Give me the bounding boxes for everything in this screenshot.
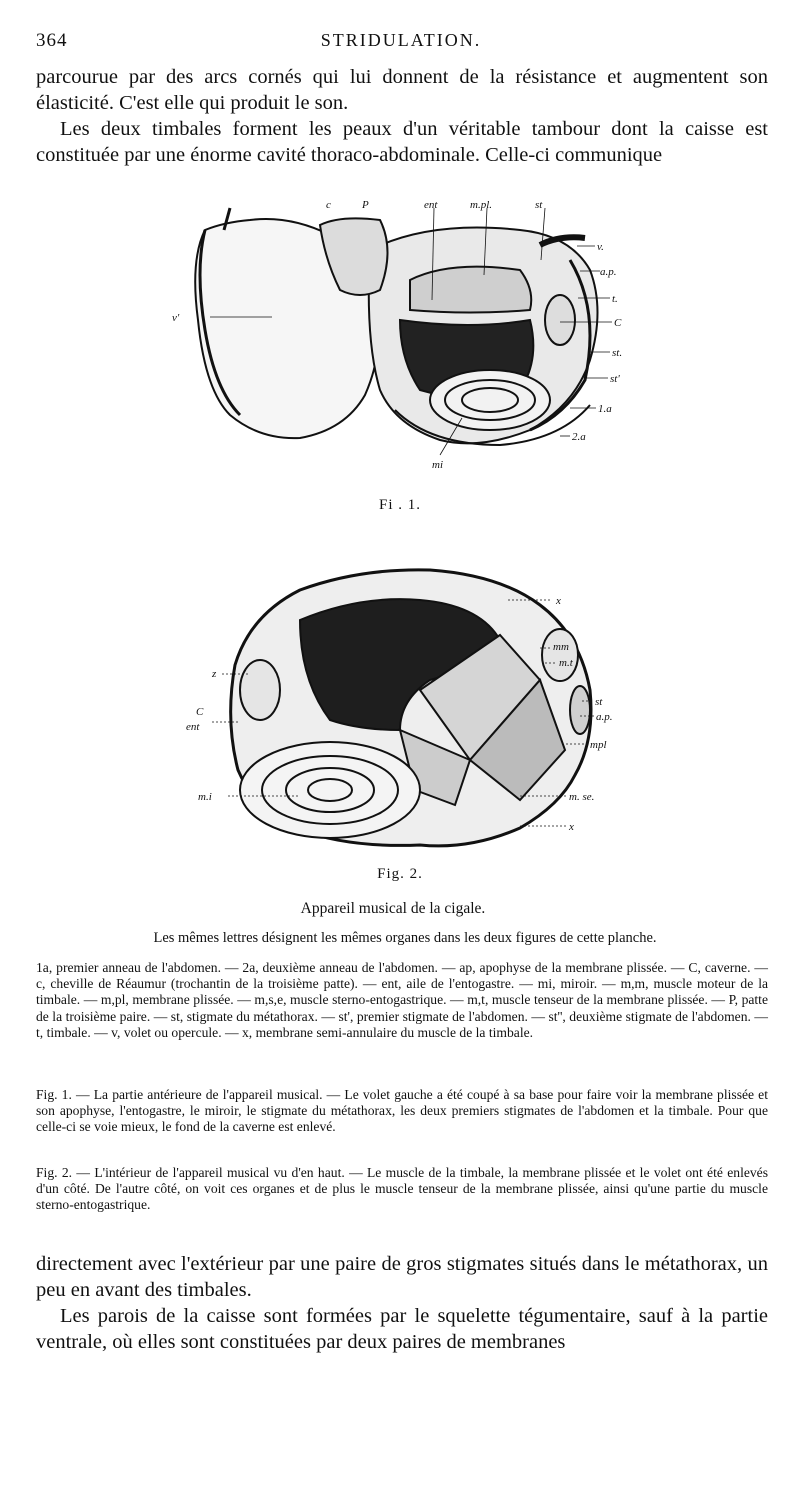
fig1-label-ent: ent xyxy=(424,199,438,211)
fig2-label-mse: m. se. xyxy=(569,791,595,803)
fig2-label-st: st xyxy=(595,696,603,708)
fig1-label-st3: st' xyxy=(610,373,620,385)
fig1-label-v: v. xyxy=(597,241,604,253)
fig2-label-ent: ent xyxy=(186,721,200,733)
fig2-label-mm: mm xyxy=(553,641,569,653)
fig2-label-x2: x xyxy=(569,821,574,833)
fig1-label-st: st xyxy=(535,199,543,211)
fig1-label-1a: 1.a xyxy=(598,403,612,415)
fig1-label-2a: 2.a xyxy=(572,431,586,443)
page-number: 364 xyxy=(36,30,68,51)
top-text-block xyxy=(36,64,768,168)
figure-1-caption: Fi . 1. xyxy=(378,497,421,513)
fig1-label-mpl: m.pl. xyxy=(470,199,492,211)
fig2-label-mpl: mpl xyxy=(590,739,607,751)
plate-note: Les mêmes lettres désignent les mêmes organes dans les deux figures de cette planche. xyxy=(153,930,657,946)
legend-figure-1 xyxy=(36,1087,768,1136)
legend-figure-2-text: Fig. 2. — L'intérieur de l'appareil musical vu d'en haut. — Le muscle de la timbale, la membrane plissée et le volet ont été enlevés d'un côté. De l'autre côté, on voit ces organes et de plus le muscle tenseur de la membrane plissée, ainsi qu'une partie du muscle sterno-entogastrique. xyxy=(36,1165,768,1213)
top-paragraph-1: parcourue par des arcs cornés qui lui donnent de la résistance et augmentent son élasticité. C'est elle qui produit le son. xyxy=(36,66,768,114)
fig1-label-mi: mi xyxy=(432,459,443,471)
fig2-label-mi: m.i xyxy=(198,791,212,803)
bottom-paragraph-2: Les parois de la caisse sont formées par le squelette tégumentaire, sauf à la partie ventrale, où elles sont constituées par deux paires de membranes xyxy=(36,1305,768,1353)
figure-1-illustration xyxy=(0,190,800,480)
fig1-label-C: C xyxy=(614,317,622,329)
plate-title: Appareil musical de la cigale. xyxy=(300,900,486,917)
figure-2-illustration xyxy=(0,560,800,865)
page-header xyxy=(36,30,766,54)
legend-figure-2 xyxy=(36,1165,768,1214)
fig2-label-mt: m.t xyxy=(559,657,573,669)
running-head: STRIDULATION. xyxy=(320,30,482,50)
fig1-label-vprime: v' xyxy=(172,312,180,324)
legend-figure-1-text: Fig. 1. — La partie antérieure de l'appareil musical. — Le volet gauche a été coupé à sa base pour faire voir la membrane plissée et son apophyse, l'entogastre, le miroir, le stigmate du métathorax, les deux premiers stigmates de l'abdomen et la timbale. Pour que celle-ci se voie mieux, le fond de la caverne est enlevé. xyxy=(36,1087,768,1135)
fig1-label-c: c xyxy=(326,199,331,211)
bottom-text-block xyxy=(36,1251,768,1355)
top-paragraph-2: Les deux timbales forment les peaux d'un véritable tambour dont la caisse est constituée par une énorme cavité thoraco-abdominale. Celle-ci communique xyxy=(36,118,768,166)
fig2-label-ap: a.p. xyxy=(596,711,613,723)
fig1-label-P: P xyxy=(362,199,369,211)
figure-2-caption: Fig. 2. xyxy=(377,866,423,882)
fig2-label-C: C xyxy=(196,706,204,718)
legend-abbreviations xyxy=(36,960,768,1041)
fig1-label-ap: a.p. xyxy=(600,266,617,278)
bottom-paragraph-1: directement avec l'extérieur par une paire de gros stigmates situés dans le métathorax, un peu en avant des timbales. xyxy=(36,1253,768,1301)
fig1-label-t: t. xyxy=(612,293,618,305)
fig2-label-x: x xyxy=(556,595,561,607)
fig1-label-st2: st. xyxy=(612,347,623,359)
legend-abbreviations-text: 1a, premier anneau de l'abdomen. — 2a, deuxième anneau de l'abdomen. — ap, apophyse de la membrane plissée. — C, caverne. — c, cheville de Réaumur (trochantin de la troisième patte). — ent, aile de l'entogastre. — mi, miroir. — m,m, muscle moteur de la timbale. — m,pl, membrane plissée. — m,s,e, muscle sterno-entogastrique. — m,t, muscle tenseur de la membrane plissée. — P, patte de la troisième paire. — st, stigmate du métathorax. — st', premier stigmate de l'abdomen. — st'', deuxième stigmate de l'abdomen. — t, timbale. — v, volet ou opercule. — x, membrane semi-annulaire du muscle de la timbale. xyxy=(36,960,768,1040)
fig2-label-z: z xyxy=(212,668,217,680)
